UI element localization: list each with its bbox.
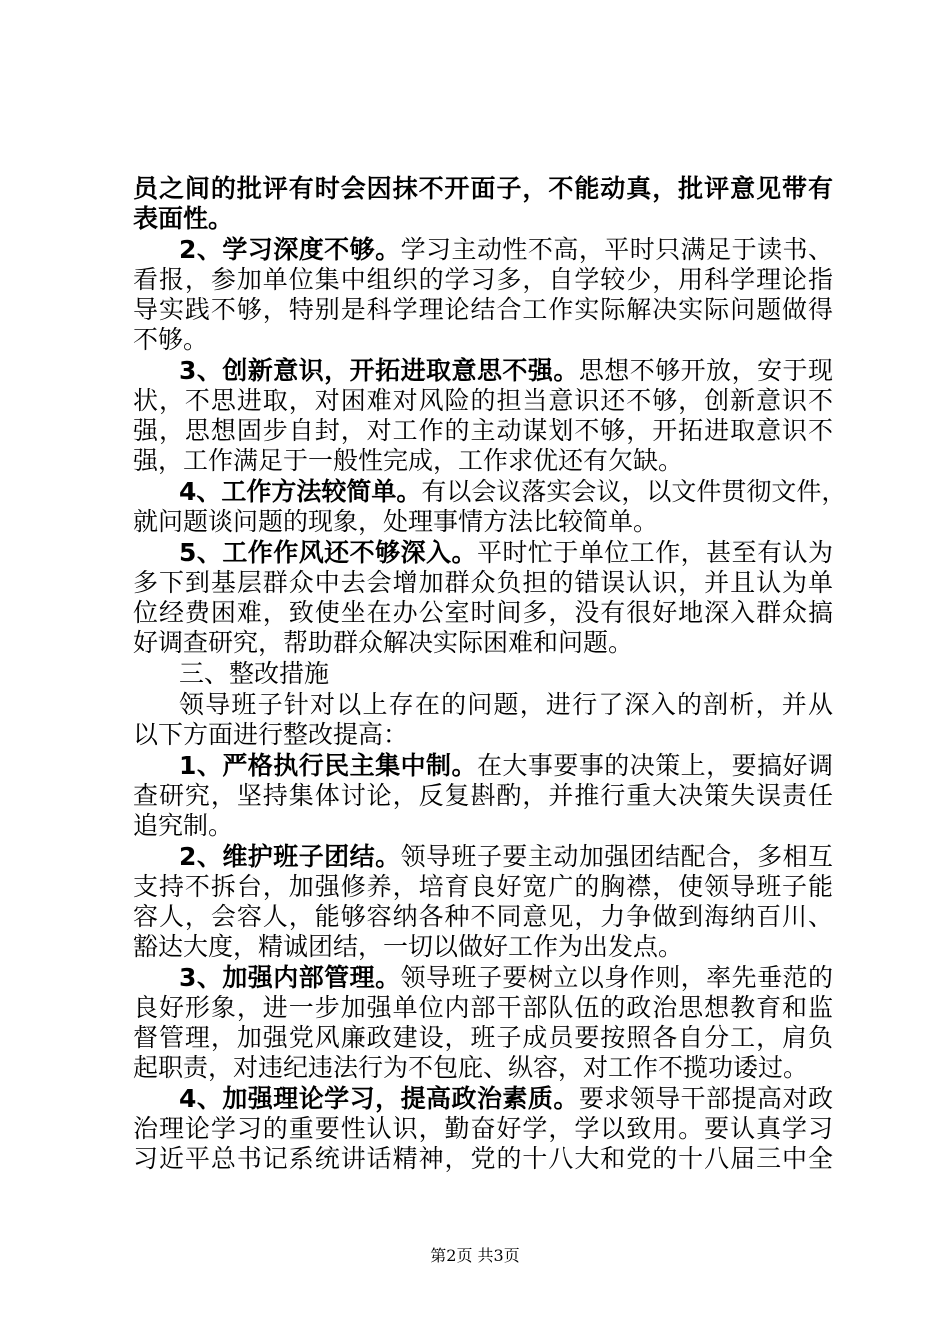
- bold-heading: 3、加强内部管理。: [179, 963, 401, 992]
- bold-heading: 2、学习深度不够。: [179, 235, 401, 264]
- text-line: [133, 932, 833, 962]
- bold-heading: 4、加强理论学习，提高政治素质。: [179, 1084, 579, 1113]
- body-text: 查研究，坚持集体讨论，反复斟酌，并推行重大决策失误责任: [133, 781, 833, 810]
- text-line: [133, 1114, 833, 1144]
- text-line: [133, 781, 833, 811]
- body-text: 支持不拆台，加强修养，培育良好宽广的胸襟，使领导班子能: [133, 872, 833, 901]
- body-text: 豁达大度，精诚团结，一切以做好工作为出发点。: [133, 932, 684, 961]
- text-line: [133, 265, 833, 295]
- body-text: 领导班子要树立以身作则，率先垂范的: [400, 963, 833, 992]
- text-line: [133, 659, 833, 689]
- text-line: [133, 568, 833, 598]
- text-line: [133, 174, 833, 204]
- body-text: 追究制。: [133, 811, 234, 840]
- bold-heading: 3、创新意识，开拓进取意思不强。: [179, 356, 579, 385]
- bold-text: 表面性。: [133, 204, 234, 233]
- body-text: 看报，参加单位集中组织的学习多，自学较少，用科学理论指: [133, 265, 833, 294]
- body-text: 领导班子要主动加强团结配合，多相互: [400, 842, 833, 871]
- body-text: 导实践不够，特别是科学理论结合工作实际解决实际问题做得: [133, 295, 833, 324]
- body-text: 习近平总书记系统讲话精神，党的十八大和党的十八届三中全: [133, 1144, 833, 1173]
- bold-text: 员之间的批评有时会因抹不开面子，不能动真，批评意见带有: [133, 174, 833, 203]
- paragraph-work-style: [133, 538, 833, 658]
- body-text: 学习主动性不高，平时只满足于读书、: [400, 235, 833, 264]
- text-line: [133, 811, 833, 841]
- text-line: [133, 446, 833, 476]
- body-text: 在大事要事的决策上，要搞好调: [476, 751, 833, 780]
- body-text: 位经费困难，致使坐在办公室时间多，没有很好地深入群众搞: [133, 598, 833, 627]
- body-text: 起职责，对违纪违法行为不包庇、纵容，对工作不揽功诿过。: [133, 1053, 809, 1082]
- bold-heading: 4、工作方法较简单。: [179, 477, 422, 506]
- text-line: [133, 325, 833, 355]
- body-text: 容人，会容人，能够容纳各种不同意见，力争做到海纳百川、: [133, 902, 833, 931]
- body-text: 以下方面进行整改提高：: [133, 720, 409, 749]
- text-line: [133, 902, 833, 932]
- bold-heading: 1、严格执行民主集中制。: [179, 751, 477, 780]
- paragraph-theory-study: [133, 1084, 833, 1174]
- bold-heading: 2、维护班子团结。: [179, 842, 401, 871]
- text-line: [133, 1053, 833, 1083]
- text-line: [133, 1084, 833, 1114]
- body-text: 好调查研究，帮助群众解决实际困难和问题。: [133, 628, 634, 657]
- paragraph-democratic-centralism: [133, 751, 833, 841]
- paragraph-learning-depth: [133, 235, 833, 355]
- text-line: [133, 872, 833, 902]
- document-body: [133, 174, 847, 1174]
- heading-text: 三、整改措施: [179, 659, 330, 688]
- text-line: [133, 963, 833, 993]
- paragraph-team-unity: [133, 842, 833, 962]
- text-line: [133, 295, 833, 325]
- paragraph-work-method: [133, 477, 847, 537]
- text-line: [133, 538, 833, 568]
- text-line: [133, 751, 833, 781]
- body-text: 多下到基层群众中去会增加群众负担的错误认识，并且认为单: [133, 568, 833, 597]
- text-line: [133, 690, 833, 720]
- body-text: 良好形象，进一步加强单位内部干部队伍的政治思想教育和监: [133, 993, 833, 1022]
- text-line: [133, 477, 847, 507]
- section-heading: [133, 659, 833, 689]
- body-text: 督管理，加强党风廉政建设，班子成员要按照各自分工，肩负: [133, 1023, 833, 1052]
- text-line: [133, 356, 833, 386]
- text-line: [133, 993, 833, 1023]
- page-number-footer: 第2页 共3页: [430, 1246, 520, 1265]
- text-line: [133, 235, 833, 265]
- body-text: 强，思想固步自封，对工作的主动谋划不够，开拓进取意识不: [133, 416, 833, 445]
- paragraph-intro: [133, 690, 833, 750]
- body-text: 领导班子针对以上存在的问题，进行了深入的剖析，并从: [179, 690, 833, 719]
- body-text: 不够。: [133, 325, 209, 354]
- text-line: [133, 598, 833, 628]
- text-line: [133, 416, 833, 446]
- text-line: [133, 1023, 833, 1053]
- body-text: 强，工作满足于一般性完成，工作求优还有欠缺。: [133, 446, 684, 475]
- body-text: 要求领导干部提高对政: [578, 1084, 833, 1113]
- text-line: [133, 507, 833, 537]
- body-text: 平时忙于单位工作，甚至有认为: [476, 538, 833, 567]
- text-line: [133, 386, 833, 416]
- body-text: 治理论学习的重要性认识，勤奋好学，学以致用。要认真学习: [133, 1114, 833, 1143]
- body-text: 状，不思进取，对困难对风险的担当意识还不够，创新意识不: [133, 386, 833, 415]
- body-text: 就问题谈问题的现象，处理事情方法比较简单。: [133, 507, 659, 536]
- text-line: [133, 1144, 833, 1174]
- paragraph-internal-management: [133, 963, 833, 1083]
- text-line: [133, 720, 833, 750]
- text-line: [133, 204, 833, 234]
- body-text: 思想不够开放，安于现: [578, 356, 833, 385]
- bold-heading: 5、工作作风还不够深入。: [179, 538, 477, 567]
- paragraph-continued: [133, 174, 833, 234]
- paragraph-innovation: [133, 356, 833, 476]
- text-line: [133, 628, 833, 658]
- body-text: 有以会议落实会议，以文件贯彻文件，: [421, 477, 847, 506]
- text-line: [133, 842, 833, 872]
